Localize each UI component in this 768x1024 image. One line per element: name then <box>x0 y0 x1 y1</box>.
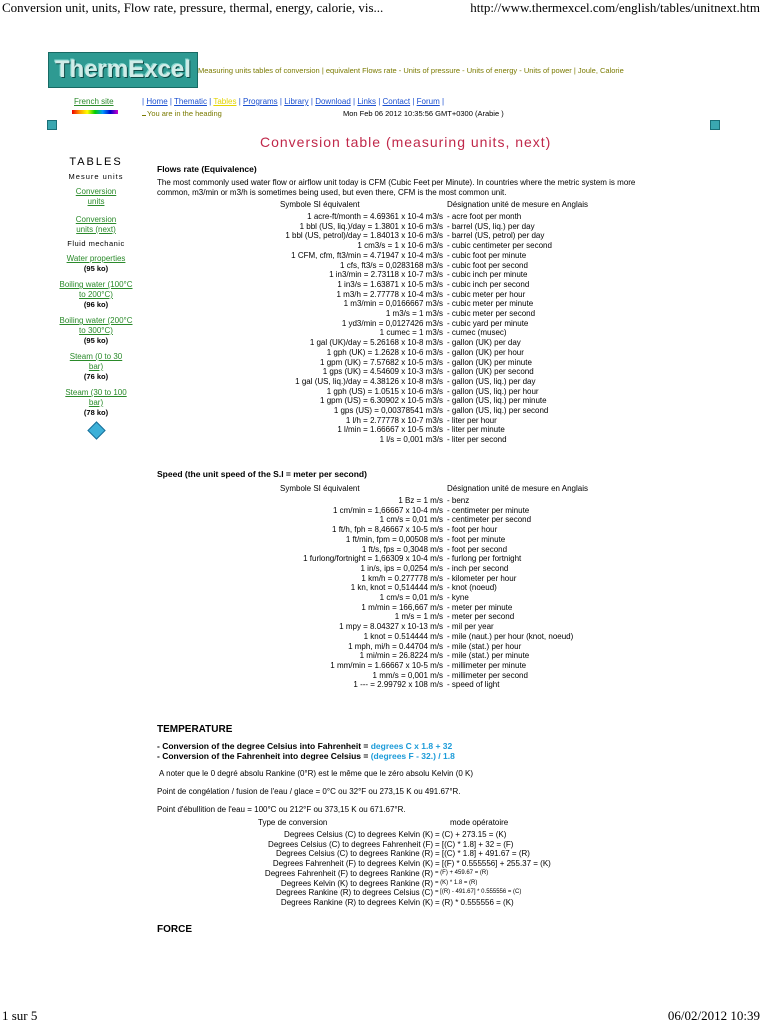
table-row-designation: - liter per second <box>447 435 507 445</box>
table-row-symbol: 1 ft/h, fph = 8,46667 x 10-5 m/s <box>332 525 443 535</box>
table-row-designation: - gallon (US, liq.) per day <box>447 376 536 386</box>
temperature-note-rankine: A noter que le 0 degré absolu Rankine (0°R) est le même que le zéro absolu Kelvin (0 K) <box>159 769 474 778</box>
table-row-symbol: 1 m3/h = 2.77778 x 10-4 m3/s <box>336 289 443 299</box>
table-row-designation: - cubic meter per minute <box>447 299 534 309</box>
table-row-designation: - mile (stat.) per minute <box>447 651 530 661</box>
table-row-symbol: 1 in/s, ips = 0,0254 m/s <box>360 563 443 573</box>
table-row-symbol: 1 m3/s = 1 m3/s <box>385 309 443 319</box>
browser-url: http://www.thermexcel.com/english/tables/unitnext.htm <box>470 0 760 15</box>
temperature-col-type: Type de conversion <box>258 818 328 827</box>
table-row-symbol: 1 mm/min = 1.66667 x 10-5 m/s <box>330 660 443 670</box>
temperature-mode-column <box>435 830 551 908</box>
table-row-symbol: 1 mm/s = 0,001 m/s <box>372 670 443 680</box>
table-row-symbol: 1 --- = 2.99792 x 108 m/s <box>353 680 443 690</box>
table-row-designation: - mile (naut.) per hour (knot, noeud) <box>447 631 574 641</box>
table-row-designation: - inch per second <box>447 563 509 573</box>
table-row-designation: - millimeter per minute <box>447 660 527 670</box>
table-row-designation: - speed of light <box>447 680 500 690</box>
table-row-designation: - cubic meter per hour <box>447 289 526 299</box>
table-row-designation: - gallon (US, liq.) per second <box>447 406 549 416</box>
table-row-symbol: 1 gal (UK)/day = 5.26168 x 10-8 m3/s <box>309 338 443 348</box>
table-row-designation: = (F) + 459.67 = (R) <box>435 869 489 876</box>
sidebar-item-steam-0-30[interactable]: Steam (0 to 30 bar) <box>69 352 123 371</box>
table-row-designation: - cubic centimeter per second <box>447 241 552 251</box>
top-nav: | Home | Thematic | Tables | Programs | Library | Download | Links | Contact | Forum | <box>142 97 445 106</box>
table-row-designation: - centimeter per minute <box>447 505 530 515</box>
table-row-symbol: 1 cm3/s = 1 x 10-6 m3/s <box>357 241 443 251</box>
flows-col-designation: Désignation unité de mesure en Anglais <box>447 200 588 209</box>
table-row-designation: - cubic meter per second <box>447 309 536 319</box>
table-row-symbol: 1 ft/s, fps = 0,3048 m/s <box>361 544 443 554</box>
right-square-icon <box>710 120 720 130</box>
print-date: 06/02/2012 10:39 <box>667 1008 760 1023</box>
table-row-designation: - centimeter per second <box>447 515 532 525</box>
table-row-symbol: 1 ft/min, fpm = 0,00508 m/s <box>345 534 443 544</box>
table-row-designation: = [(F) * 0.555556] + 255.37 = (K) <box>435 859 551 869</box>
table-row-designation: = (R) * 0.555556 = (K) <box>435 897 514 907</box>
sidebar-link-conversion-units[interactable]: Conversion units <box>75 187 117 206</box>
sidebar-link-conversion-units-next[interactable]: Conversion units (next) <box>75 215 117 234</box>
table-row-designation: - cubic inch per minute <box>447 270 528 280</box>
logo-text: ThermExcel <box>55 56 192 83</box>
table-row-symbol: 1 Bz = 1 m/s <box>398 496 443 505</box>
current-date: Mon Feb 06 2012 10:35:56 GMT+0300 (Arabie ) <box>343 109 504 118</box>
table-row-designation: - kyne <box>447 593 469 603</box>
table-row-symbol: 1 cfs, ft3/s = 0,0283168 m3/s <box>340 260 443 270</box>
c-to-f-prefix: - Conversion of the degree Celsius into Fahrenheit = <box>157 741 371 751</box>
table-row-designation: - knot (noeud) <box>447 583 497 593</box>
table-row-symbol: 1 gal (US, liq.)/day = 4.38126 x 10-8 m3/s <box>295 376 443 386</box>
diamond-icon[interactable] <box>87 421 105 439</box>
table-row-symbol: Degrees Rankine (R) to degrees Celsius (C) <box>276 888 433 898</box>
sidebar-item-size: (96 ko) <box>83 300 109 309</box>
temperature-col-mode: mode opératoire <box>450 818 509 827</box>
nav-contact[interactable]: Contact <box>382 97 411 106</box>
sidebar-item-boiling-100-200[interactable]: Boiling water (100°C to 200°C) <box>59 280 133 299</box>
site-logo[interactable] <box>48 52 198 88</box>
table-row-symbol: 1 bbl (US, petrol)/day = 1.84013 x 10-6 m3/s <box>285 231 443 241</box>
temperature-title: TEMPERATURE <box>157 724 233 735</box>
temperature-note-boiling: Point d'ébullition de l'eau = 100°C ou 212°F ou 373,15 K ou 671.67°R. <box>157 805 406 814</box>
sidebar-fluid-mechanic: Fluid mechanic <box>67 239 125 248</box>
table-row-symbol: Degrees Rankine (R) to degrees Kelvin (K) <box>280 897 433 907</box>
table-row-designation: - furlong per fortnight <box>447 554 522 564</box>
page-title: Conversion table (measuring units, next) <box>260 134 552 150</box>
table-row-symbol: 1 cm/min = 1,66667 x 10-4 m/s <box>332 505 443 515</box>
table-row-designation: - cubic foot per minute <box>447 250 527 260</box>
table-row-designation: - mile (stat.) per hour <box>447 641 522 651</box>
sidebar-item-boiling-200-300[interactable]: Boiling water (200°C to 300°C) <box>59 316 133 335</box>
table-row-designation: - liter per minute <box>447 425 505 435</box>
table-row-designation: - foot per second <box>447 544 508 554</box>
table-row-symbol: 1 gps (UK) = 4.54609 x 10-3 m3/s <box>322 367 443 377</box>
table-row-symbol: 1 acre-ft/month = 4.69361 x 10-4 m3/s <box>307 212 443 221</box>
french-site-link[interactable]: French site <box>74 97 114 106</box>
page-counter: 1 sur 5 <box>2 1008 38 1023</box>
browser-title: Conversion unit, units, Flow rate, pressure, thermal, energy, calorie, vis... <box>2 0 384 15</box>
table-row-designation: - barrel (US, petrol) per day <box>447 231 545 241</box>
flows-col-symbol: Symbole SI équivalent <box>280 200 360 209</box>
nav-forum[interactable]: Forum <box>416 97 440 106</box>
sidebar-title: TABLES <box>69 156 123 168</box>
nav-thematic[interactable]: Thematic <box>174 97 207 106</box>
sidebar-item-size: (95 ko) <box>83 336 109 345</box>
sidebar-item-water-properties[interactable]: Water properties <box>66 254 126 263</box>
speed-title: Speed (the unit speed of the S.I = meter per second) <box>157 469 367 479</box>
heading-location: You are in the heading <box>142 109 222 118</box>
flows-symbol-column <box>285 212 443 445</box>
table-row-designation: = [(R) - 491.67] * 0.555556 = (C) <box>435 889 522 896</box>
sidebar-item-size: (78 ko) <box>83 408 109 417</box>
nav-home[interactable]: Home <box>146 97 168 106</box>
sidebar-item-size: (95 ko) <box>83 264 109 273</box>
table-row-designation: = (K) * 1.8 = (R) <box>435 879 478 886</box>
table-row-symbol: 1 gph (US) = 1.0515 x 10-6 m3/s <box>326 386 443 396</box>
table-row-symbol: 1 m/min = 166,667 m/s <box>361 602 443 612</box>
table-row-designation: - cubic inch per second <box>447 279 530 289</box>
sidebar <box>44 156 148 424</box>
table-row-designation: - gallon (US, liq.) per hour <box>447 386 539 396</box>
table-row-designation: - gallon (US, liq.) per minute <box>447 396 547 406</box>
c-to-f-formula: degrees C x 1.8 + 32 <box>370 741 453 751</box>
table-row-symbol: 1 in3/min = 2.73118 x 10-7 m3/s <box>329 270 443 280</box>
table-row-symbol: 1 gpm (US) = 6.30902 x 10-5 m3/s <box>320 396 443 406</box>
sidebar-subtitle: Mesure units <box>68 172 124 181</box>
table-row-designation: - benz <box>447 496 470 505</box>
table-row-symbol: 1 m/s = 1 m/s <box>394 612 443 622</box>
flows-intro: The most commonly used water flow or airflow unit today is CFM (Cubic Feet per Minute). In countries where the metric system is more common, m3/min or m3/h is sometimes being used, but even there, CFM is the most common unit. <box>157 178 636 197</box>
table-row-designation: - foot per minute <box>447 534 506 544</box>
table-row-symbol: 1 mpy = 8.04327 x 10-13 m/s <box>339 622 443 632</box>
flows-title: Flows rate (Equivalence) <box>157 164 257 174</box>
table-row-designation: - gallon (UK) per hour <box>447 347 524 357</box>
table-row-symbol: Degrees Fahrenheit (F) to degrees Rankine (R) <box>264 868 433 878</box>
table-row-symbol: 1 furlong/fortnight = 1,66309 x 10-4 m/s <box>303 554 443 564</box>
table-row-symbol: 1 gps (US) = 0,00378541 m3/s <box>333 406 443 416</box>
table-row-symbol: 1 km/h = 0.277778 m/s <box>361 573 443 583</box>
table-row-designation: - millimeter per second <box>447 670 528 680</box>
nav-tables[interactable]: Tables <box>213 97 237 106</box>
table-row-designation: = (C) + 273.15 = (K) <box>435 830 507 839</box>
table-row-designation: - meter per second <box>447 612 515 622</box>
speed-col-designation: Désignation unité de mesure en Anglais <box>447 484 588 493</box>
table-row-designation: - kilometer per hour <box>447 573 517 583</box>
table-row-symbol: 1 yd3/min = 0,0127426 m3/s <box>341 318 443 328</box>
table-row-symbol: 1 kn, knot = 0,514444 m/s <box>350 583 443 593</box>
table-row-symbol: 1 m3/min = 0,0166667 m3/s <box>343 299 443 309</box>
table-row-symbol: Degrees Celsius (C) to degrees Kelvin (K) <box>284 830 433 839</box>
force-title: FORCE <box>157 924 192 935</box>
table-row-designation: = [(C) * 1.8] + 491.67 = (R) <box>435 849 530 859</box>
temperature-note-freezing: Point de congélation / fusion de l'eau / glace = 0°C ou 32°F ou 273,15 K ou 491.67°R. <box>157 787 461 796</box>
table-row-symbol: Degrees Celsius (C) to degrees Fahrenheit (F) <box>268 839 433 849</box>
table-row-designation: - meter per minute <box>447 602 513 612</box>
table-row-symbol: 1 in3/s = 1.63871 x 10-5 m3/s <box>337 279 443 289</box>
table-row-designation: = [(C) * 1.8] + 32 = (F) <box>435 839 514 849</box>
speed-col-symbol: Symbole SI équivalent <box>280 484 360 493</box>
flows-designation-column <box>447 212 552 445</box>
temperature-line-c-to-f <box>157 741 452 751</box>
temperature-type-column <box>265 830 433 908</box>
table-row-symbol: 1 mph, mi/h = 0.44704 m/s <box>348 641 443 651</box>
left-square-icon <box>47 120 57 130</box>
table-row-symbol: 1 l/s = 0,001 m3/s <box>379 435 443 445</box>
table-row-designation: - barrel (US, liq.) per day <box>447 221 535 231</box>
site-tagline: Measuring units tables of conversion | equivalent Flows rate - Units of pressure - Units of energy - Units of power | Joule, Calorie <box>198 66 624 75</box>
table-row-designation: - gallon (UK) per day <box>447 338 521 348</box>
table-row-symbol: 1 mi/min = 26.8224 m/s <box>359 651 443 661</box>
table-row-symbol: Degrees Fahrenheit (F) to degrees Kelvin (K) <box>272 859 433 869</box>
sidebar-item-size: (76 ko) <box>83 372 109 381</box>
table-row-symbol: 1 cm/s = 0,01 m/s <box>379 593 443 603</box>
table-row-designation: - gallon (UK) per minute <box>447 357 532 367</box>
speed-designation-column <box>447 496 573 690</box>
table-row-symbol: 1 l/h = 2.77778 x 10-7 m3/s <box>345 415 443 425</box>
temperature-line-f-to-c <box>157 751 455 761</box>
table-row-symbol: 1 bbl (US, liq.)/day = 1.3801 x 10-6 m3/s <box>299 221 443 231</box>
table-row-symbol: 1 cumec = 1 m3/s <box>379 328 443 338</box>
table-row-symbol: 1 CFM, cfm, ft3/min = 4.71947 x 10-4 m3/s <box>291 250 443 260</box>
table-row-symbol: Degrees Celsius (C) to degrees Rankine (R) <box>276 849 433 859</box>
nav-download[interactable]: Download <box>315 97 351 106</box>
f-to-c-formula: (degrees F - 32.) / 1.8 <box>370 751 455 761</box>
sidebar-item-steam-30-100[interactable]: Steam (30 to 100 bar) <box>65 388 127 407</box>
table-row-designation: - cumec (musec) <box>447 328 507 338</box>
f-to-c-prefix: - Conversion of the Fahrenheit into degree Celsius = <box>157 751 371 761</box>
table-row-designation: - cubic yard per minute <box>447 318 529 328</box>
table-row-symbol: 1 knot = 0.514444 m/s <box>363 631 443 641</box>
nav-programs[interactable]: Programs <box>243 97 278 106</box>
table-row-symbol: 1 l/min = 1.66667 x 10-5 m3/s <box>337 425 443 435</box>
nav-library[interactable]: Library <box>284 97 309 106</box>
table-row-designation: - acre foot per month <box>447 212 522 221</box>
table-row-designation: - liter per hour <box>447 415 497 425</box>
table-row-designation: - cubic foot per second <box>447 260 528 270</box>
table-row-designation: - foot per hour <box>447 525 498 535</box>
table-row-symbol: 1 gph (UK) = 1.2628 x 10-6 m3/s <box>326 347 443 357</box>
table-row-designation: - mil per year <box>447 622 494 632</box>
language-color-bar <box>72 110 118 114</box>
table-row-symbol: 1 gpm (UK) = 7.57682 x 10-5 m3/s <box>320 357 443 367</box>
table-row-symbol: 1 cm/s = 0,01 m/s <box>379 515 443 525</box>
table-row-designation: - gallon (UK) per second <box>447 367 534 377</box>
nav-links[interactable]: Links <box>357 97 376 106</box>
table-row-symbol: Degrees Kelvin (K) to degrees Rankine (R) <box>280 878 433 888</box>
speed-symbol-column <box>303 496 443 690</box>
